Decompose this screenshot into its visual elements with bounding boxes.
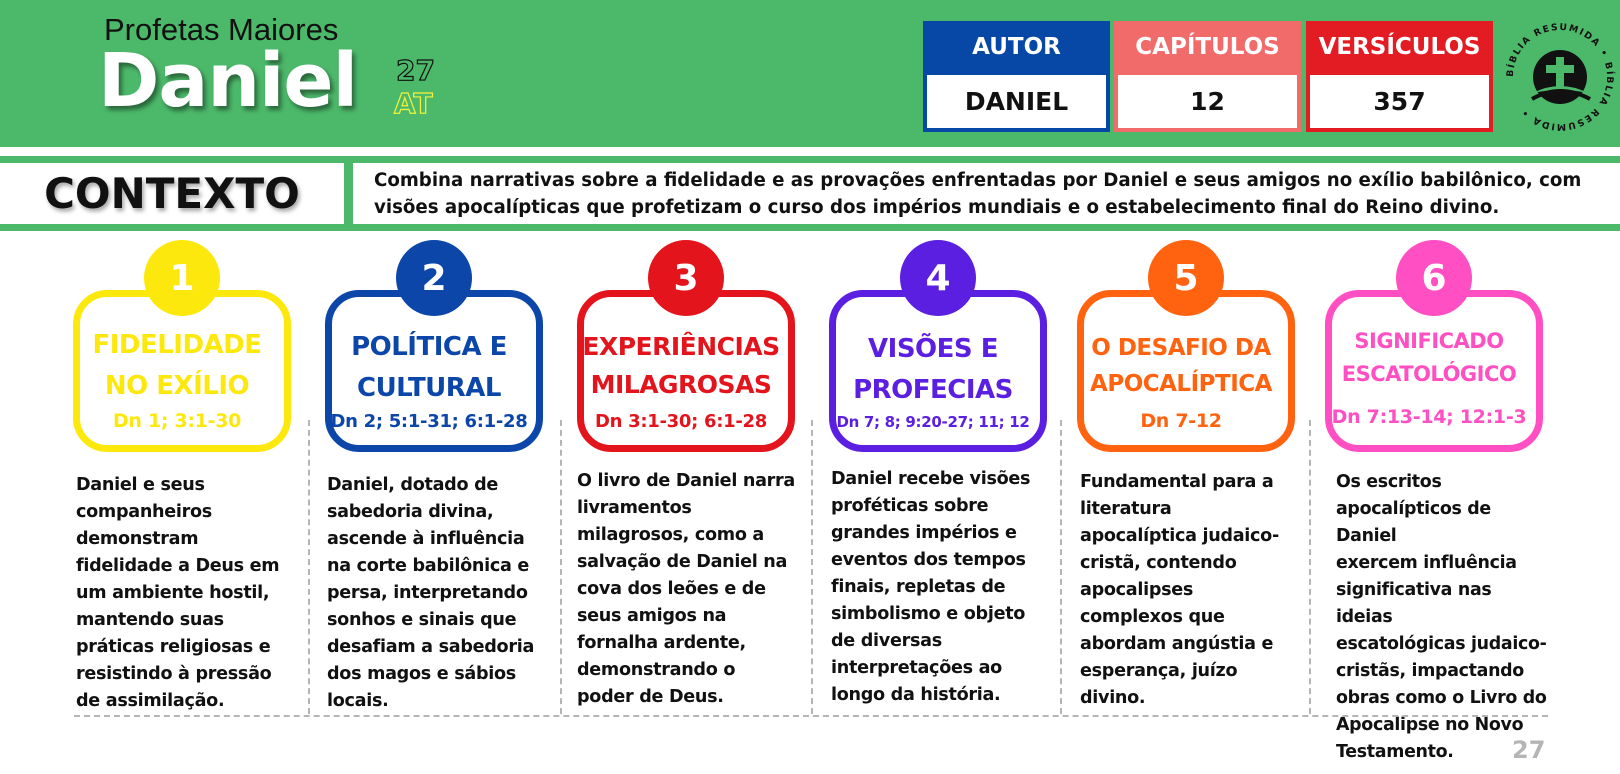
card-title — [1309, 325, 1549, 391]
column-separator — [560, 420, 562, 714]
card-title-line: PROFECIAS — [853, 375, 1013, 405]
card-reference: Dn 7-12 — [1140, 410, 1222, 432]
card-title — [813, 329, 1053, 411]
column-separator — [308, 420, 310, 714]
card-description: Os escritos apocalípticos de Daniel exercem influência significativa nas ideias escatológicas judaico- cristãs, impactando obras como o Livro do Apocalipse no Novo Testamento. — [1336, 472, 1547, 762]
card-title-line: MILAGROSAS — [590, 370, 772, 399]
card-number-badge: 5 — [1148, 240, 1224, 316]
bottom-separator — [74, 715, 1548, 717]
theme-card-2 — [309, 240, 549, 720]
autor-label: AUTOR — [972, 34, 1061, 60]
contexto-line: Combina narrativas sobre a fidelidade e as provações enfrentadas por Daniel e seus amigos no exílio babilônico, com — [374, 170, 1582, 191]
card-description: Daniel, dotado de sabedoria divina, ascende à influência na corte babilônica e persa, interpretando sonhos e sinais que desafiam a sabedoria dos magos e sábios locais. — [327, 475, 535, 711]
theme-card-4 — [813, 240, 1053, 720]
column-separator — [1060, 420, 1062, 714]
capitulos-value: 12 — [1118, 75, 1297, 128]
card-title — [561, 328, 801, 404]
card-number-badge: 3 — [648, 240, 724, 316]
autor-value: DANIEL — [927, 75, 1106, 128]
contexto-text — [374, 167, 1604, 221]
card-title-line: VISÕES E — [868, 334, 998, 364]
card-reference: Dn 7; 8; 9:20-27; 11; 12 — [836, 413, 1030, 431]
capitulos-label: CAPÍTULOS — [1135, 34, 1280, 60]
card-description: Daniel e seus companheiros demonstram fidelidade a Deus em um ambiente hostil, mantendo suas práticas religiosas e resistindo à pressão de assimilação. — [76, 475, 280, 711]
book-title: Daniel — [98, 38, 357, 124]
theme-card-3 — [561, 240, 801, 720]
card-number-badge: 2 — [396, 240, 472, 316]
column-separator — [811, 420, 813, 714]
card-reference: Dn 7:13-14; 12:1-3 — [1331, 406, 1527, 428]
card-number-badge: 1 — [144, 240, 220, 316]
biblia-resumida-logo — [1502, 19, 1618, 135]
contexto-line: visões apocalípticas que profetizam o curso dos impérios mundiais e o estabelecimento final do Reino divino. — [374, 197, 1500, 218]
capitulos-box — [1114, 21, 1301, 132]
card-reference: Dn 2; 5:1-31; 6:1-28 — [330, 411, 528, 432]
card-description: O livro de Daniel narra livramentos milagrosos, como a salvação de Daniel na cova dos leões e de seus amigos na fornalha ardente, demonstrando o poder de Deus. — [577, 471, 795, 707]
book-category: Profetas Maiores — [104, 12, 339, 47]
card-title-line: EXPERIÊNCIAS — [582, 332, 780, 361]
card-number-badge: 6 — [1396, 240, 1472, 316]
logo-ring-text: BÍBLIA RESUMIDA • BÍBLIA RESUMIDA • — [1504, 21, 1616, 133]
card-title-line: POLÍTICA E — [351, 332, 507, 362]
versiculos-box — [1306, 21, 1493, 132]
card-description: Daniel recebe visões proféticas sobre grandes impérios e eventos dos tempos finais, repletas de simbolismo e objeto de diversas interpretações ao longo da história. — [831, 469, 1031, 705]
card-number-badge: 4 — [900, 240, 976, 316]
card-title-line: ESCATOLÓGICO — [1341, 362, 1517, 386]
theme-card-1 — [57, 240, 297, 720]
autor-box — [923, 21, 1110, 132]
card-title-line: FIDELIDADE — [92, 330, 262, 360]
contexto-bottom-border — [0, 224, 1620, 231]
contexto-label: CONTEXTO — [44, 169, 300, 218]
card-title — [1061, 330, 1301, 402]
versiculos-value: 357 — [1310, 75, 1489, 128]
card-title-line: NO EXÍLIO — [104, 371, 250, 401]
contexto-divider — [344, 156, 353, 231]
column-separator — [1309, 420, 1311, 714]
card-description: Fundamental para a literatura apocalíptica judaico- cristã, contendo apocalipses complexos que abordam angústia e esperança, juízo divino. — [1080, 472, 1279, 708]
card-title-line: CULTURAL — [356, 373, 501, 403]
card-title — [309, 327, 549, 409]
card-reference: Dn 1; 3:1-30 — [112, 410, 242, 432]
card-title — [57, 325, 297, 407]
card-reference: Dn 3:1-30; 6:1-28 — [595, 411, 767, 432]
book-number: 27 — [396, 54, 435, 87]
contexto-top-border — [0, 156, 1620, 163]
versiculos-label: VERSÍCULOS — [1318, 34, 1481, 60]
header-banner — [0, 0, 1620, 147]
card-title-line: APOCALÍPTICA — [1090, 371, 1272, 397]
page-number: 27 — [1512, 736, 1546, 764]
cross-dove-icon — [1532, 50, 1590, 104]
card-title-line: O DESAFIO DA — [1091, 335, 1271, 361]
testament-label: AT — [394, 87, 433, 120]
card-title-line: SIGNIFICADO — [1354, 329, 1504, 353]
theme-card-5 — [1061, 240, 1301, 720]
